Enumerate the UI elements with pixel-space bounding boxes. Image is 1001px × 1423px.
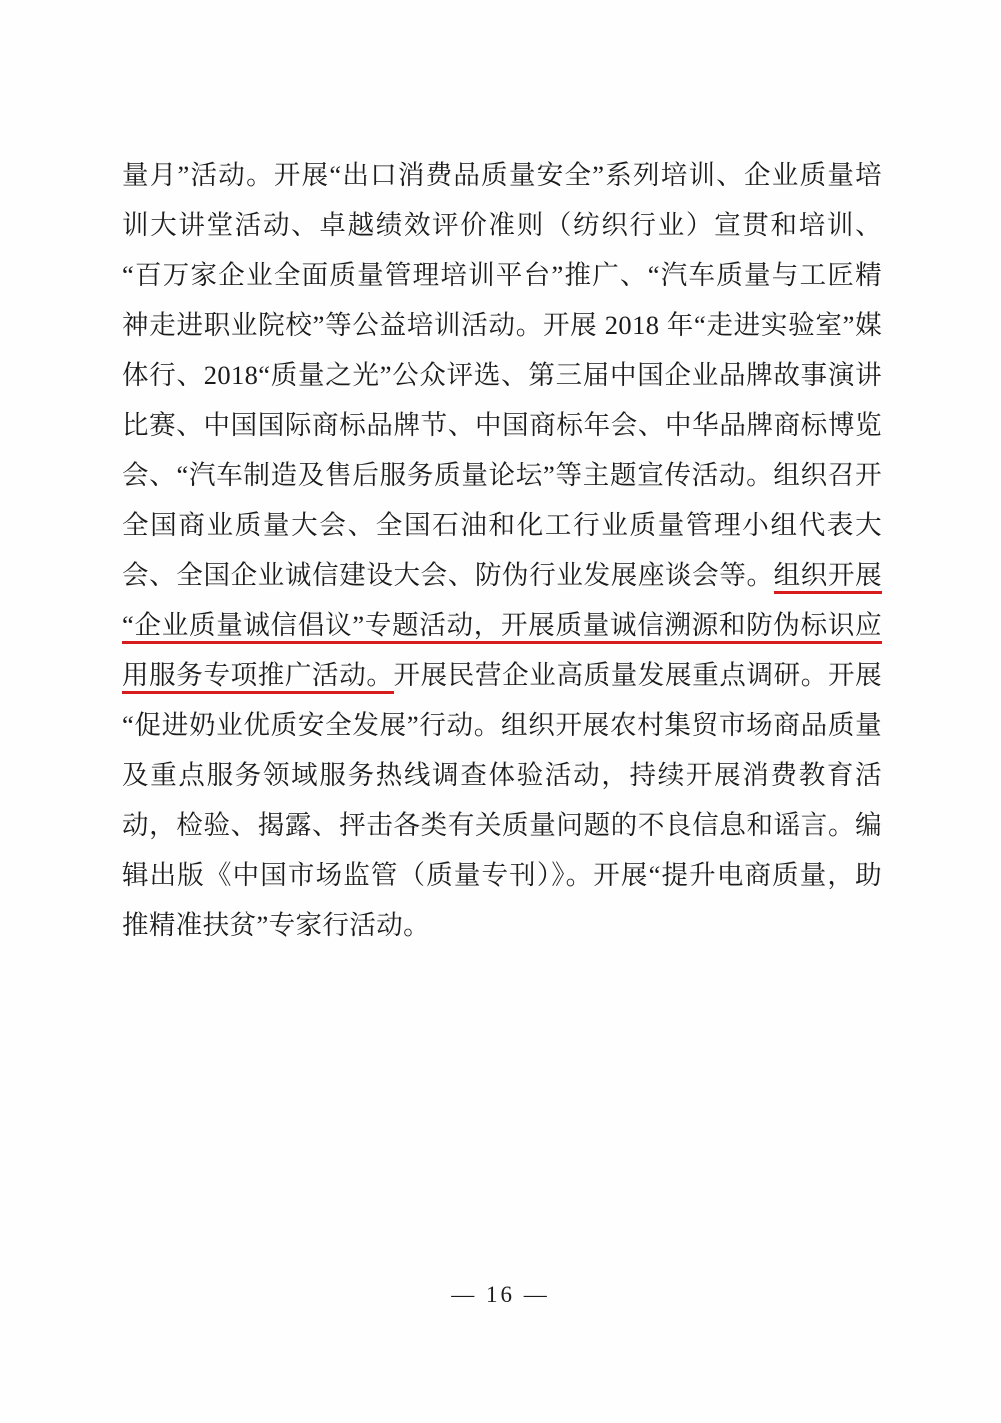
page-number-label: — 16 — — [451, 1282, 550, 1307]
red-underlined-text: 组织开展“企业质量诚信倡议”专题活动，开展质量诚信溯源和防伪标识应用服务专项推广活动。 — [122, 560, 882, 694]
page-number — [0, 1282, 1001, 1308]
body-paragraph — [122, 150, 882, 950]
text-segment-before-highlight: 量月”活动。开展“出口消费品质量安全”系列培训、企业质量培训大讲堂活动、卓越绩效评价准则（纺织行业）宣贯和培训、“百万家企业全面质量管理培训平台”推广、“汽车质量与工匠精神走进职业院校”等公益培训活动。开展 2018 年“走进实验室”媒体行、2018“质量之光”公众评选、第三届中国企业品牌故事演讲比赛、中国国际商标品牌节、中国商标年会、中华品牌商标博览会、“汽车制造及售后服务质量论坛”等主题宣传活动。组织召开全国商业质量大会、全国石油和化工行业质量管理小组代表大会、全国企业诚信建设大会、防伪行业发展座谈会等。 — [122, 160, 882, 590]
text-segment-after-highlight: 开展民营企业高质量发展重点调研。开展“促进奶业优质安全发展”行动。组织开展农村集贸市场商品质量及重点服务领域服务热线调查体验活动，持续开展消费教育活动，检验、揭露、抨击各类有关质量问题的不良信息和谣言。编辑出版《中国市场监管（质量专刊）》。开展“提升电商质量，助推精准扶贫”专家行活动。 — [122, 660, 883, 940]
paragraph-block — [122, 150, 882, 950]
